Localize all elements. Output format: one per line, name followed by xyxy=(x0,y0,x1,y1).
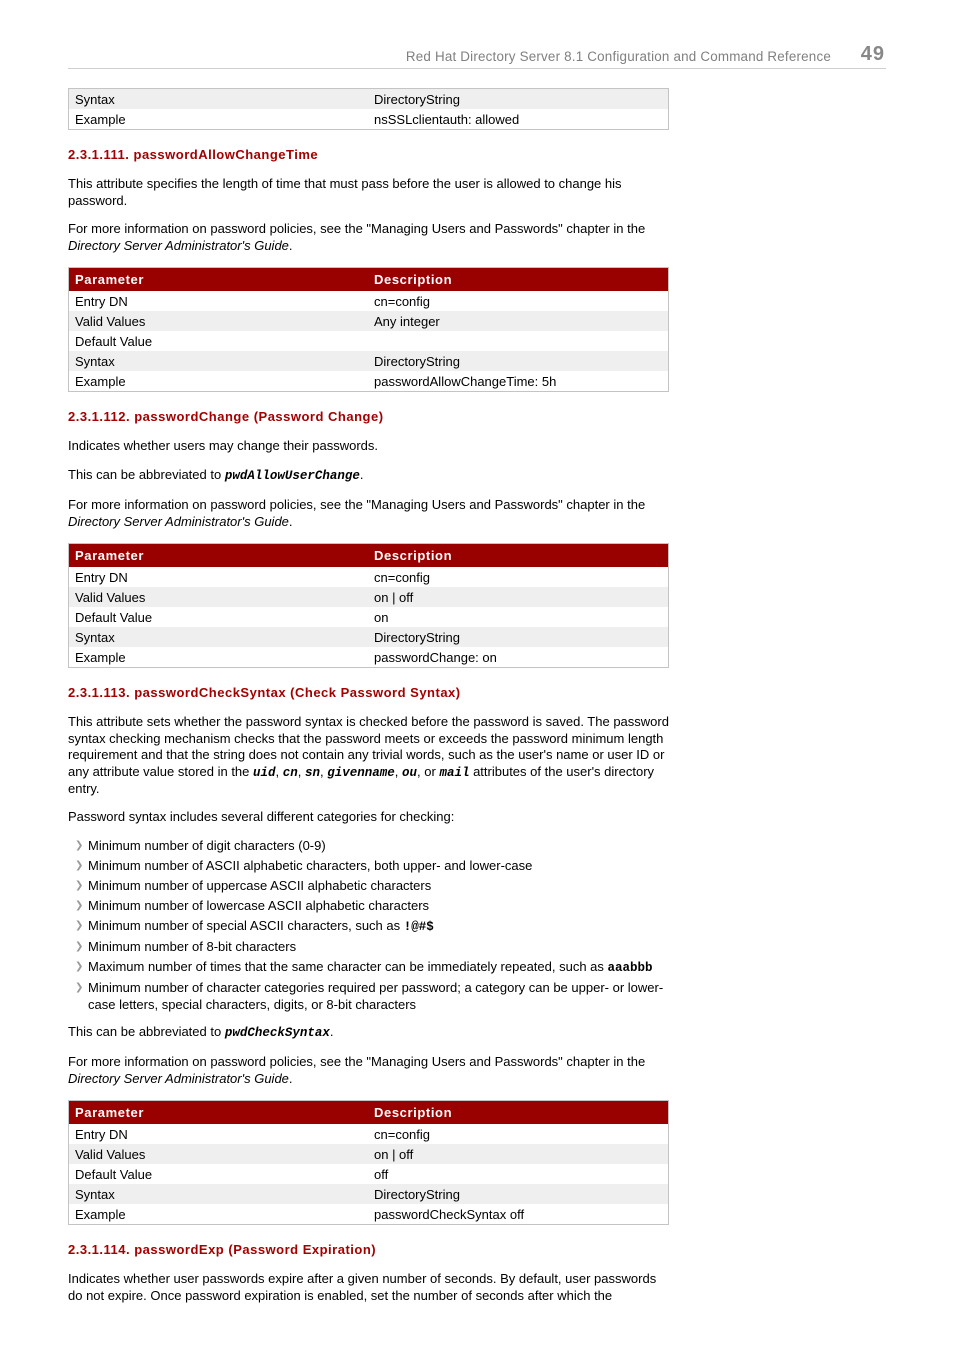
table-cell: Example xyxy=(69,1204,369,1225)
chevron-right-icon: ❯ xyxy=(75,860,84,871)
table-cell: passwordAllowChangeTime: 5h xyxy=(368,371,669,392)
table-cell: Default Value xyxy=(69,607,369,627)
table-cell: Any integer xyxy=(368,311,669,331)
inline-code: mail xyxy=(439,765,470,780)
table-cell: Example xyxy=(69,371,369,392)
guide-title: Directory Server Administrator's Guide xyxy=(68,1070,289,1086)
table-cell: off xyxy=(368,1164,669,1184)
section-heading-113: 2.3.1.113. passwordCheckSyntax (Check Password Syntax) xyxy=(68,685,461,700)
list-item: ❯ Minimum number of lowercase ASCII alphabetic characters xyxy=(75,898,430,913)
column-header: Parameter xyxy=(69,268,369,292)
inline-code: !@#$ xyxy=(403,920,434,934)
table-row xyxy=(69,1164,669,1184)
column-header: Description xyxy=(368,544,669,568)
table-cell: DirectoryString xyxy=(368,89,669,110)
table-row xyxy=(69,351,669,371)
table-row xyxy=(69,371,669,392)
table-cell: cn=config xyxy=(368,1124,669,1144)
table-cell: Syntax xyxy=(69,351,369,371)
list-item: ❯ Minimum number of ASCII alphabetic characters, both upper- and lower-case xyxy=(75,858,533,873)
table-row xyxy=(69,587,669,607)
inline-code: sn xyxy=(305,765,321,780)
table-row xyxy=(69,331,669,351)
table-cell: on | off xyxy=(368,1144,669,1164)
table-cell: Default Value xyxy=(69,331,369,351)
table-cell: nsSSLclientauth: allowed xyxy=(368,109,669,130)
table-cell: cn=config xyxy=(368,567,669,587)
table-row xyxy=(69,567,669,587)
table-header-row xyxy=(69,1101,669,1125)
list-item: ❯ Minimum number of character categories required per password; a category can be upper- or lower-case letters, special characters, digits, or 8-bit characters xyxy=(75,980,664,1012)
paragraph: This attribute specifies the length of time that must pass before the user is allowed to change his password. xyxy=(68,176,622,208)
table-cell: DirectoryString xyxy=(368,351,669,371)
table-cell: Example xyxy=(69,647,369,668)
table-row xyxy=(69,291,669,311)
column-header: Description xyxy=(368,1101,669,1125)
paragraph: For more information on password policies, see the "Managing Users and Passwords" chapter in the Directory Server Administrator's Guide. xyxy=(68,221,646,253)
chevron-right-icon: ❯ xyxy=(75,941,84,952)
top-parameter-table xyxy=(68,88,669,130)
paragraph: Indicates whether user passwords expire after a given number of seconds. By default, user passwords do not expire. Once password expiration is enabled, set the number of seconds after which the xyxy=(68,1271,657,1303)
inline-code: pwdCheckSyntax xyxy=(224,1026,330,1040)
table-row xyxy=(69,647,669,668)
table-header-row xyxy=(69,544,669,568)
list-item: ❯ Minimum number of digit characters (0-9) xyxy=(75,838,326,853)
list-item: ❯ Minimum number of uppercase ASCII alphabetic characters xyxy=(75,878,432,893)
column-header: Description xyxy=(368,268,669,292)
table-cell: Entry DN xyxy=(69,291,369,311)
paragraph: Indicates whether users may change their passwords. xyxy=(68,438,378,453)
chevron-right-icon: ❯ xyxy=(75,982,84,993)
paragraph: For more information on password policies, see the "Managing Users and Passwords" chapter in the Directory Server Administrator's Guide. xyxy=(68,1054,646,1086)
paragraph: For more information on password policies, see the "Managing Users and Passwords" chapter in the Directory Server Administrator's Guide. xyxy=(68,497,646,529)
list-item: ❯ Minimum number of special ASCII characters, such as !@#$ xyxy=(75,918,434,934)
paragraph: This can be abbreviated to pwdCheckSyntax. xyxy=(68,1024,334,1040)
table-cell: Syntax xyxy=(69,627,369,647)
table-row xyxy=(69,1204,669,1225)
table-row xyxy=(69,109,669,130)
page-header xyxy=(68,42,886,69)
table-row xyxy=(69,1144,669,1164)
chevron-right-icon: ❯ xyxy=(75,920,84,931)
table-row xyxy=(69,1124,669,1144)
bullet-list xyxy=(68,838,669,1017)
table-cell: on xyxy=(368,607,669,627)
paragraph: Password syntax includes several different categories for checking: xyxy=(68,809,455,824)
chevron-right-icon: ❯ xyxy=(75,961,84,972)
section-heading-114: 2.3.1.114. passwordExp (Password Expiration) xyxy=(68,1242,377,1257)
table-cell: passwordCheckSyntax off xyxy=(368,1204,669,1225)
table-cell: Example xyxy=(69,109,369,130)
table-cell: on | off xyxy=(368,587,669,607)
section-heading-112: 2.3.1.112. passwordChange (Password Change) xyxy=(68,409,384,424)
guide-title: Directory Server Administrator's Guide xyxy=(68,513,289,529)
table-cell: DirectoryString xyxy=(368,1184,669,1204)
table-header-row xyxy=(69,268,669,292)
parameter-table-111 xyxy=(68,267,669,392)
page-number: 49 xyxy=(860,43,885,65)
inline-code: givenname xyxy=(327,765,395,780)
table-cell: Syntax xyxy=(69,89,369,110)
table-cell: Valid Values xyxy=(69,587,369,607)
table-cell: Valid Values xyxy=(69,311,369,331)
header-title: Red Hat Directory Server 8.1 Configuration and Command Reference xyxy=(405,49,831,64)
table-row xyxy=(69,1184,669,1204)
inline-code: pwdAllowUserChange xyxy=(224,469,360,483)
table-cell: cn=config xyxy=(368,291,669,311)
table-row xyxy=(69,627,669,647)
parameter-table-113 xyxy=(68,1100,669,1225)
chevron-right-icon: ❯ xyxy=(75,840,84,851)
chevron-right-icon: ❯ xyxy=(75,900,84,911)
table-cell: DirectoryString xyxy=(368,627,669,647)
paragraph: This can be abbreviated to pwdAllowUserChange. xyxy=(68,467,364,483)
list-item: ❯ Maximum number of times that the same character can be immediately repeated, such as aaabbb xyxy=(75,959,653,975)
column-header: Parameter xyxy=(69,1101,369,1125)
table-cell: passwordChange: on xyxy=(368,647,669,668)
inline-code: aaabbb xyxy=(607,961,653,975)
inline-code: cn xyxy=(282,765,298,780)
table-row xyxy=(69,89,669,110)
paragraph: This attribute sets whether the password syntax is checked before the password is saved. The password syntax checking mechanism checks that the password meets or exceeds the password minimum length requirement and that the string does not contain any trivial words, such as the user's name or user ID or any attribute value stored in the uid, cn, sn, givenname, ou, or mail attributes of the user's directory entry. xyxy=(68,714,669,796)
inline-code: uid xyxy=(253,765,276,780)
table-row xyxy=(69,607,669,627)
inline-code: ou xyxy=(402,765,418,780)
table-row xyxy=(69,311,669,331)
table-cell xyxy=(368,331,669,351)
guide-title: Directory Server Administrator's Guide xyxy=(68,237,289,253)
section-heading-111: 2.3.1.111. passwordAllowChangeTime xyxy=(68,147,319,162)
table-cell: Entry DN xyxy=(69,567,369,587)
table-cell: Default Value xyxy=(69,1164,369,1184)
column-header: Parameter xyxy=(69,544,369,568)
table-cell: Syntax xyxy=(69,1184,369,1204)
chevron-right-icon: ❯ xyxy=(75,880,84,891)
table-cell: Entry DN xyxy=(69,1124,369,1144)
list-item: ❯ Minimum number of 8-bit characters xyxy=(75,939,297,954)
parameter-table-112 xyxy=(68,543,669,668)
table-cell: Valid Values xyxy=(69,1144,369,1164)
